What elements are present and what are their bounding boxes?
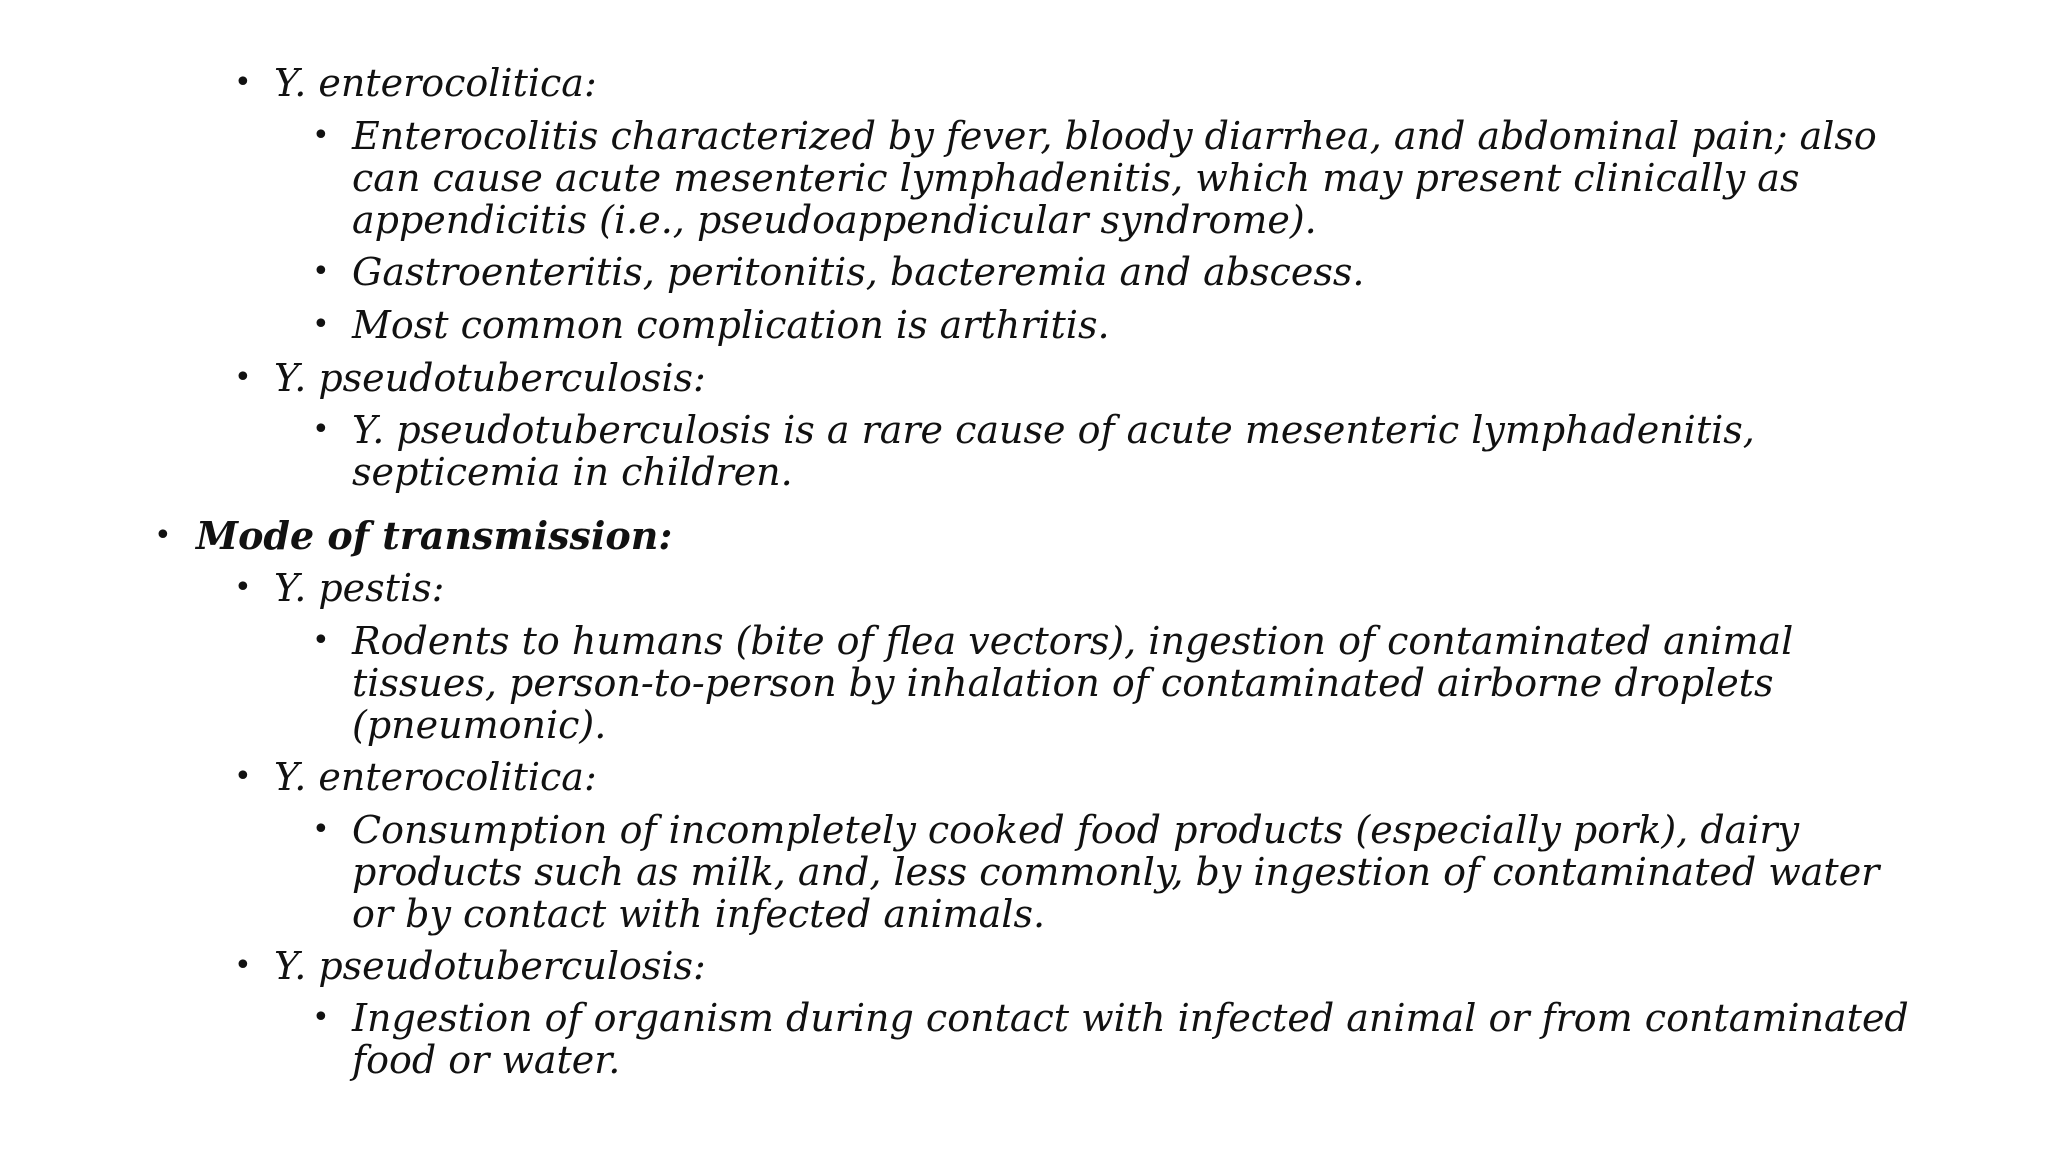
bullet: • xyxy=(312,812,330,847)
list-item xyxy=(234,755,597,799)
list-item-text: appendicitis (i.e., pseudoappendicular syndrome). xyxy=(352,198,1317,242)
bullet: • xyxy=(312,254,330,289)
bullet: • xyxy=(154,518,172,553)
bullet: • xyxy=(312,623,330,658)
list-item-text: Y. enterocolitica: xyxy=(274,61,597,105)
list-item-text: products such as milk, and, less commonly, by ingestion of contaminated water xyxy=(352,850,1880,894)
list-item xyxy=(312,408,1755,494)
section-heading xyxy=(154,513,673,558)
list-item xyxy=(312,808,1880,936)
bullet: • xyxy=(234,570,252,605)
bullet: • xyxy=(312,1000,330,1035)
list-item-text: septicemia in children. xyxy=(352,450,793,494)
list-item xyxy=(234,61,597,105)
list-item-text: Y. pestis: xyxy=(274,566,445,610)
list-item-text: Ingestion of organism during contact with infected animal or from contaminated xyxy=(352,996,1909,1040)
list-item xyxy=(312,250,1365,294)
list-item-text: Y. pseudotuberculosis is a rare cause of acute mesenteric lymphadenitis, xyxy=(352,408,1755,452)
list-item xyxy=(234,944,706,988)
bullet: • xyxy=(234,948,252,983)
list-item xyxy=(312,303,1110,347)
list-item-text: or by contact with infected animals. xyxy=(352,892,1046,936)
list-item-text: (pneumonic). xyxy=(352,703,607,747)
list-item-text: Rodents to humans (bite of flea vectors), ingestion of contaminated animal xyxy=(352,619,1794,663)
list-item-text: Gastroenteritis, peritonitis, bacteremia and abscess. xyxy=(352,250,1365,294)
list-item-text: tissues, person-to-person by inhalation of contaminated airborne droplets xyxy=(352,661,1774,705)
list-item-text: Consumption of incompletely cooked food products (especially pork), dairy xyxy=(352,808,1800,852)
list-item-text: Y. pseudotuberculosis: xyxy=(274,356,706,400)
list-item-text: can cause acute mesenteric lymphadenitis, which may present clinically as xyxy=(352,156,1800,200)
section-heading-text: Mode of transmission: xyxy=(196,513,673,558)
list-item xyxy=(234,356,706,400)
list-item xyxy=(312,619,1794,747)
bullet: • xyxy=(234,759,252,794)
bullet: • xyxy=(312,118,330,153)
list-item-text: food or water. xyxy=(352,1038,621,1082)
list-item xyxy=(312,996,1909,1082)
list-item xyxy=(234,566,445,610)
list-item-text: Y. pseudotuberculosis: xyxy=(274,944,706,988)
bullet: • xyxy=(312,412,330,447)
list-item xyxy=(312,114,1877,242)
list-item-text: Y. enterocolitica: xyxy=(274,755,597,799)
bullet: • xyxy=(312,307,330,342)
list-item-text: Most common complication is arthritis. xyxy=(352,303,1110,347)
bullet: • xyxy=(234,360,252,395)
list-item-text: Enterocolitis characterized by fever, bloody diarrhea, and abdominal pain; also xyxy=(352,114,1877,158)
bullet: • xyxy=(234,65,252,100)
